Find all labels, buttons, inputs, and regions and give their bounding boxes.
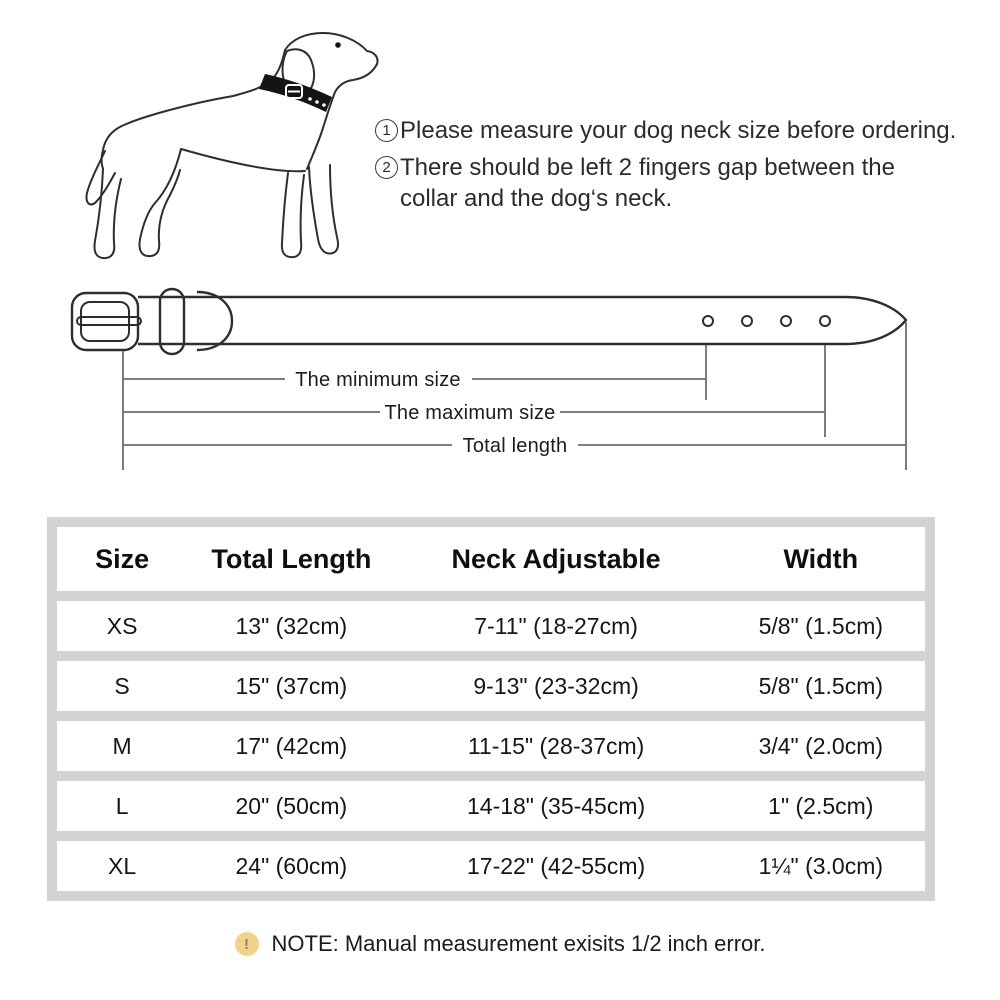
cell-total-length: 15" (37cm) xyxy=(235,672,348,699)
instruction-2-line-1: There should be left 2 fingers gap between the xyxy=(400,154,895,181)
note-text: NOTE: Manual measurement exisits 1/2 inch error. xyxy=(271,931,766,956)
cell-size: XL xyxy=(108,852,137,879)
instruction-2-line-2: collar and the dog‘s neck. xyxy=(400,185,673,212)
header-cell-total-length: Total Length xyxy=(211,543,372,574)
cell-width: 1¼" (3.0cm) xyxy=(758,852,884,879)
minimum-size-label: The minimum size xyxy=(295,369,461,391)
cell-neck-adjustable: 9-13" (23-32cm) xyxy=(473,672,639,699)
instruction-1-text: Please measure your dog neck size before ordering. xyxy=(400,117,957,144)
cell-total-length: 24" (60cm) xyxy=(235,852,348,879)
dog-collar-band xyxy=(259,74,332,112)
dog-rear-leg-near xyxy=(139,149,181,256)
dog-belly-line xyxy=(181,149,305,171)
collar-buckle-pin xyxy=(77,317,141,325)
collar-diagram xyxy=(60,284,920,480)
cell-neck-adjustable: 14-18" (35-45cm) xyxy=(466,792,646,819)
cell-size: M xyxy=(112,732,132,759)
cell-neck-adjustable: 17-22" (42-55cm) xyxy=(466,852,646,879)
cell-total-length: 20" (50cm) xyxy=(235,792,348,819)
note-bar xyxy=(0,931,1000,957)
dog-eye xyxy=(335,42,341,48)
maximum-size-label: The maximum size xyxy=(384,402,556,424)
circled-number-2: 2 xyxy=(375,156,398,179)
cell-width: 5/8" (1.5cm) xyxy=(758,672,884,699)
collar-holes xyxy=(703,316,830,326)
table-header-row xyxy=(57,527,925,591)
dog-front-leg-far xyxy=(282,173,304,257)
cell-total-length: 17" (42cm) xyxy=(235,732,348,759)
cell-neck-adjustable: 7-11" (18-27cm) xyxy=(474,612,638,639)
instruction-item-1 xyxy=(375,115,960,146)
instruction-item-2 xyxy=(375,152,960,214)
cell-width: 1" (2.5cm) xyxy=(768,792,874,819)
cell-total-length: 13" (32cm) xyxy=(235,612,348,639)
dog-back-outline xyxy=(102,33,378,169)
cell-size: S xyxy=(114,672,130,699)
exclamation-icon: ! xyxy=(235,932,259,956)
header-cell-neck-adjustable: Neck Adjustable xyxy=(451,543,661,574)
total-length-label: Total length xyxy=(462,435,568,457)
dog-illustration xyxy=(80,22,390,274)
header-cell-size: Size xyxy=(95,543,150,574)
cell-size: XS xyxy=(106,612,138,639)
circled-number-1: 1 xyxy=(375,119,398,142)
instructions xyxy=(375,115,960,220)
dog-front-leg-near xyxy=(309,165,338,253)
collar-buckle-inner xyxy=(81,302,129,341)
cell-size: L xyxy=(115,792,129,819)
size-table xyxy=(47,517,935,901)
table-row-xl xyxy=(57,841,925,891)
cell-neck-adjustable: 11-15" (28-37cm) xyxy=(467,732,645,759)
cell-width: 5/8" (1.5cm) xyxy=(758,612,884,639)
header-cell-width: Width xyxy=(783,543,859,574)
dog-rear-leg-far xyxy=(94,169,121,258)
cell-width: 3/4" (2.0cm) xyxy=(758,732,884,759)
table-row-m xyxy=(57,721,925,771)
table-row-xs xyxy=(57,601,925,651)
table-row-l xyxy=(57,781,925,831)
table-row-s xyxy=(57,661,925,711)
dog-chest-outline xyxy=(307,64,377,169)
collar-loop xyxy=(197,292,232,350)
